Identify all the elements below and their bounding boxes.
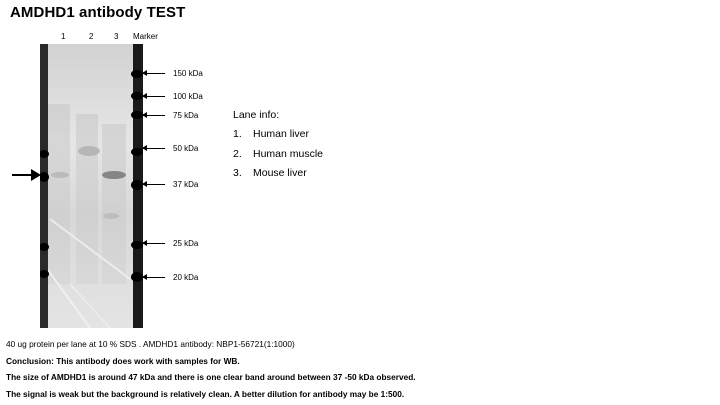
signal-note: The signal is weak but the background is relatively clean. A better dilution for antibody may be 1:500. [6, 388, 405, 399]
marker-arrow-icon [143, 73, 165, 74]
marker-label: 100 kDa [173, 92, 203, 101]
marker-label: 37 kDa [173, 180, 199, 189]
lane-label-3: 3 [114, 32, 119, 41]
marker-label: 50 kDa [173, 144, 199, 153]
marker-arrow-icon [143, 96, 165, 97]
marker-arrow-icon [143, 243, 165, 244]
conclusion-note: Conclusion: This antibody does work with samples for WB. [6, 355, 240, 366]
lane-label-2: 2 [89, 32, 94, 41]
lane-info-item [233, 128, 323, 148]
marker-label: 25 kDa [173, 239, 199, 248]
lane-info-number: 1. [233, 128, 242, 140]
lane-info-heading: Lane info: [233, 109, 280, 121]
page-title: AMDHD1 antibody TEST [10, 4, 186, 21]
marker-label: 20 kDa [173, 273, 199, 282]
lane-label-1: 1 [61, 32, 66, 41]
western-blot-image [40, 44, 143, 328]
lane-info-number: 3. [233, 167, 242, 179]
marker-arrow-icon [143, 277, 165, 278]
notes [6, 339, 416, 405]
lane-info-label: Mouse liver [253, 167, 307, 179]
marker-arrow-icon [143, 184, 165, 185]
band-indicator-arrow [12, 174, 38, 176]
marker-arrow-icon [143, 148, 165, 149]
lane-info [233, 109, 323, 187]
lane-info-label: Human liver [253, 128, 310, 140]
marker-label: 75 kDa [173, 111, 199, 120]
marker-label: 150 kDa [173, 69, 203, 78]
lane-info-number: 2. [233, 147, 242, 160]
lane-info-item [233, 148, 323, 168]
marker-arrow-icon [143, 115, 165, 116]
lane-label-marker: Marker [133, 32, 158, 41]
lane-info-label: Human muscle [253, 147, 324, 160]
size-note: The size of AMDHD1 is around 47 kDa and there is one clear band around between 37 -50 kDa observed. [6, 372, 416, 382]
protocol-note: 40 ug protein per lane at 10 % SDS . AMDHD1 antibody: NBP1-56721(1:1000) [6, 339, 295, 349]
lane-info-item [233, 167, 323, 187]
